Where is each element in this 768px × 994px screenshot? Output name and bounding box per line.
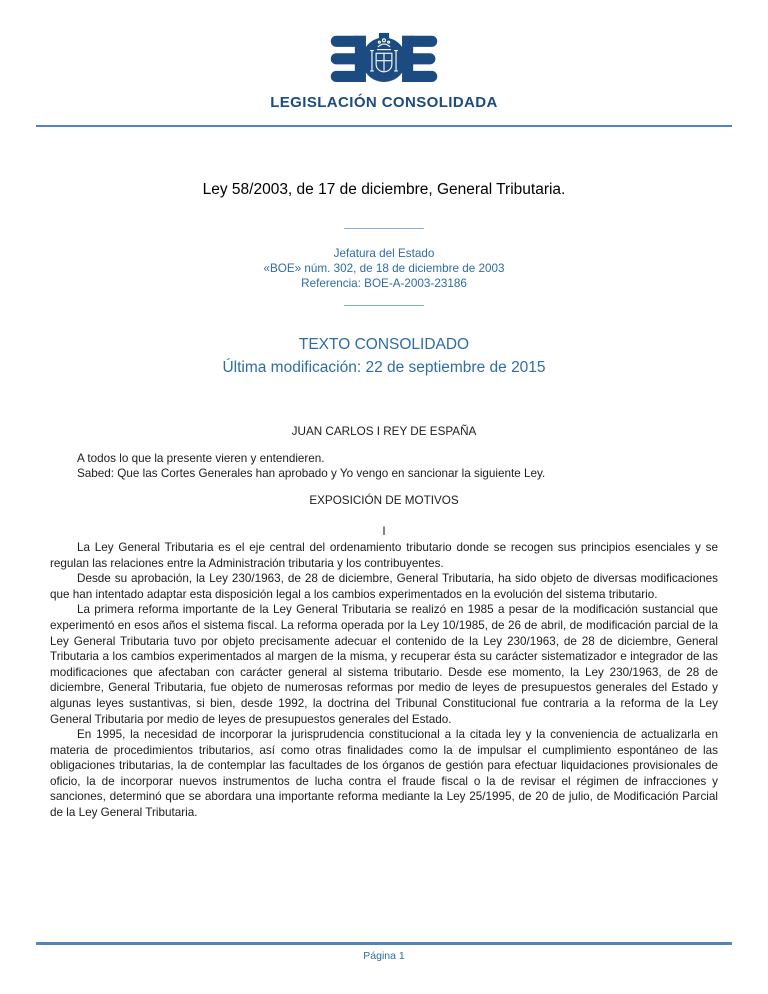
- boe-letter-b: [331, 36, 366, 82]
- spain-coat-of-arms: [362, 33, 406, 82]
- preamble-paragraph: Sabed: Que las Cortes Generales han aprobado y Yo vengo en sancionar la siguiente Ley.: [77, 467, 546, 481]
- body-paragraph: Desde su aprobación, la Ley 230/1963, de 28 de diciembre, General Tributaria, ha sido objeto de diversas modificaciones que han intentado adaptar esta disposición legal a los cambios experimentados en la evolución del sistema tributario.: [50, 572, 718, 601]
- divider: [344, 228, 424, 229]
- preamble-paragraph: A todos lo que la presente vieren y entendieren.: [77, 451, 325, 465]
- text-column: [50, 451, 718, 821]
- expo-heading: EXPOSICIÓN DE MOTIVOS: [309, 493, 459, 507]
- footer-rule: [36, 942, 732, 945]
- meta-reference: Referencia: BOE-A-2003-23186: [301, 277, 467, 290]
- doc-title: Ley 58/2003, de 17 de diciembre, General Tributaria.: [202, 181, 566, 198]
- body-text: [50, 540, 718, 821]
- boe-letter-e: [402, 36, 437, 82]
- body-paragraph: La primera reforma importante de la Ley General Tributaria se realizó en 1985 a pesar de la modificación sustancial que experimentó en esos años el sistema fiscal. La reforma operada por la Ley 10/1985, de 26 de abril, de modificación parcial de la Ley General Tributaria tuvo por objeto precisamente adecuar el contenido de la Ley 230/1963, de 28 de diciembre, General Tributaria a los cambios experimentados al margen de la misma, y recuperar ésta su carácter sistematizador e integrador de las modificaciones que afectaban con carácter general al sistema tributario. Desde ese momento, la Ley 230/1963, de 28 de diciembre, General Tributaria, fue objeto de numerosas reformas por medio de leyes de presupuestos generales del Estado y algunas leyes sustantivas, si bien, desde 1992, la doctrina del Tribunal Constitucional fue contraria a la reforma de la Ley General Tributaria por medio de leyes de presupuestos generales del Estado.: [50, 603, 718, 726]
- section-numeral: I: [382, 525, 386, 539]
- header-rule: [36, 125, 732, 127]
- header: [0, 32, 768, 127]
- boe-logo: [327, 32, 441, 82]
- meta-publication: «BOE» núm. 302, de 18 de diciembre de 2003: [263, 262, 505, 275]
- royal-heading: JUAN CARLOS I REY DE ESPAÑA: [291, 425, 477, 438]
- meta-department: Jefatura del Estado: [333, 247, 435, 260]
- body-paragraph: En 1995, la necesidad de incorporar la jurisprudencia constitucional a la citada ley y la conveniencia de actualizarla en materia de procedimientos tributarios, así como otras finalidades como la de impulsar el cumplimiento espontáneo de las obligaciones tributarias, la de contemplar las facultades de los órganos de gestión para efectuar liquidaciones provisionales de oficio, la de incorporar nuevos instrumentos de lucha contra el fraude fiscal o la de revisar el régimen de infracciones y sanciones, determinó que se abordara una importante reforma mediante la Ley 25/1995, de 20 de julio, de Modificación Parcial de la Ley General Tributaria.: [50, 728, 718, 820]
- preamble: [50, 451, 718, 482]
- meta-block: [0, 246, 768, 291]
- consolidated-label: TEXTO CONSOLIDADO: [298, 336, 470, 353]
- last-modified: Última modificación: 22 de septiembre de 2015: [222, 359, 546, 376]
- footer: [0, 942, 768, 994]
- consolidated-block: [0, 333, 768, 379]
- legislation-banner: LEGISLACIÓN CONSOLIDADA: [270, 94, 498, 111]
- body-paragraph: La Ley General Tributaria es el eje central del ordenamiento tributario donde se recogen sus principios esenciales y se regulan las relaciones entre la Administración tributaria y los contribuyentes.: [50, 540, 718, 570]
- page-number: Página 1: [363, 949, 405, 962]
- divider: [344, 305, 424, 306]
